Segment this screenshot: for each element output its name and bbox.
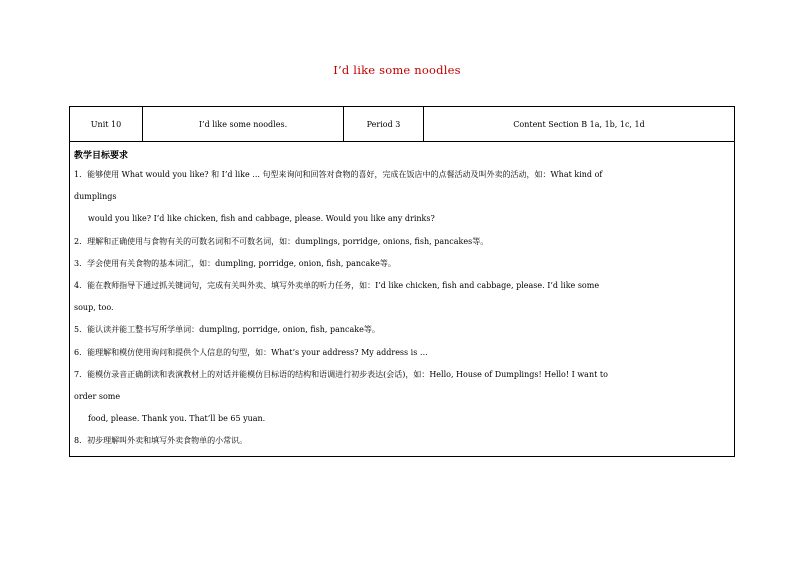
content-cell: Content Section B 1a, 1b, 1c, 1d bbox=[424, 107, 735, 142]
objective-line: 2．理解和正确使用与食物有关的可数名词和不可数名词，如：dumplings, porridge, onions, fish, pancakes等。 bbox=[74, 236, 489, 246]
objective-line: 5．能认读并能工整书写所学单词：dumpling, porridge, onion, fish, pancake等。 bbox=[74, 325, 380, 335]
unit-cell: Unit 10 bbox=[70, 107, 143, 142]
objective-line: food, please. Thank you. That’ll be 65 yuan. bbox=[88, 414, 266, 424]
period-cell: Period 3 bbox=[344, 107, 424, 142]
table-header-row bbox=[70, 107, 735, 142]
objectives-row bbox=[70, 142, 735, 457]
objective-line: 1．能够使用 What would you like? 和 I’d like ... 句型来询问和回答对食物的喜好，完成在饭店中的点餐活动及叫外卖的活动，如：What kind of bbox=[74, 170, 603, 179]
lesson-title-cell: I’d like some noodles. bbox=[143, 107, 344, 142]
lesson-plan-table bbox=[69, 106, 735, 457]
document-title: I’d like some noodles bbox=[333, 63, 461, 77]
objective-line: dumplings bbox=[74, 192, 117, 202]
objective-line: soup, too. bbox=[74, 303, 114, 313]
objectives-heading: 教学目标要求 bbox=[74, 151, 129, 161]
objectives-cell bbox=[70, 142, 735, 457]
objective-line: 6．能理解和模仿使用询问和提供个人信息的句型，如：What’s your address? My address is … bbox=[74, 347, 428, 357]
objective-line: 4．能在教师指导下通过抓关键词句，完成有关叫外卖、填写外卖单的听力任务，如：I’d like chicken, fish and cabbage, please. I’d like some bbox=[74, 281, 600, 291]
objective-line: 7．能模仿录音正确朗读和表演教材上的对话并能模仿目标语的结构和语调进行初步表达(会话)，如：Hello, House of Dumplings! Hello! I want to bbox=[74, 369, 608, 379]
objective-line: 8．初步理解叫外卖和填写外卖食物单的小常识。 bbox=[74, 436, 248, 446]
objective-line: 3．学会使用有关食物的基本词汇，如：dumpling, porridge, onion, fish, pancake等。 bbox=[74, 258, 396, 268]
objective-line: order some bbox=[74, 392, 121, 402]
objective-line: would you like? I’d like chicken, fish and cabbage, please. Would you like any drinks? bbox=[88, 214, 435, 224]
